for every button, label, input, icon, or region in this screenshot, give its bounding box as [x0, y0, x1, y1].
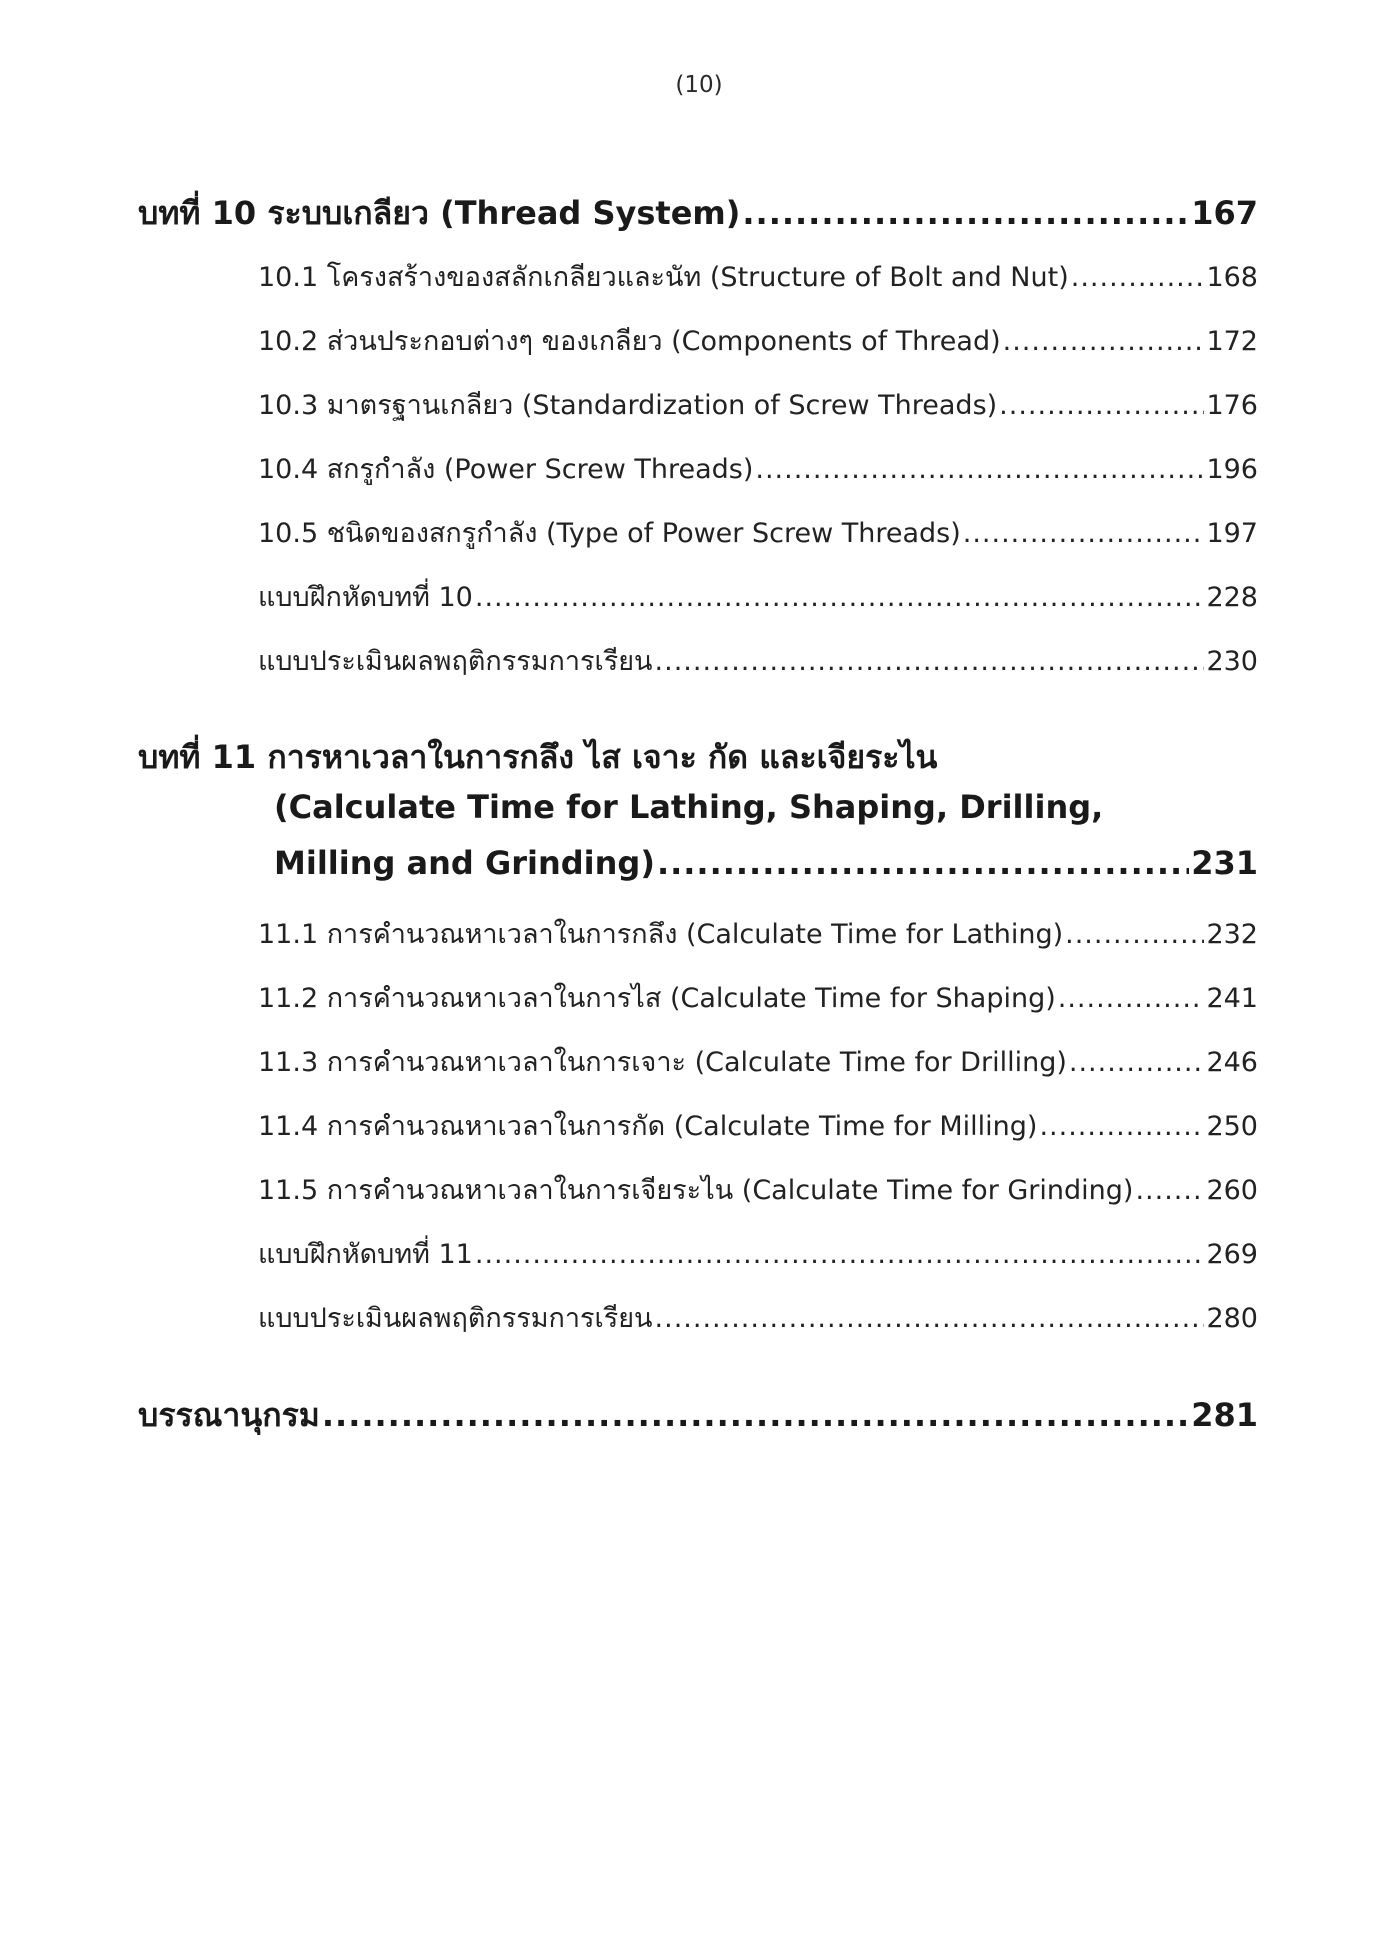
dot-leader [1003, 326, 1205, 357]
toc-page-number: 231 [1191, 844, 1258, 882]
toc-page-number: 228 [1206, 582, 1258, 613]
dot-leader [322, 1396, 1189, 1434]
toc-chapter-10[interactable] [138, 188, 1258, 239]
toc-page-number: 230 [1206, 646, 1258, 677]
dot-leader [655, 1303, 1205, 1334]
dot-leader [1058, 983, 1205, 1014]
toc-page-number: 196 [1206, 454, 1258, 485]
toc-page-number: 232 [1206, 919, 1258, 950]
toc-section-title: 10.2 ส่วนประกอบต่างๆ ของเกลียว (Components of Thread) [258, 326, 1001, 357]
dot-leader [1065, 919, 1204, 950]
toc-page-number: 260 [1206, 1175, 1258, 1206]
toc-chapter-11-title-line1[interactable]: บทที่ 11 การหาเวลาในการกลึง ไส เจาะ กัด และเจียระไน [138, 738, 938, 776]
toc-page-number: 172 [1206, 326, 1258, 357]
toc-section-10-4[interactable] [258, 447, 1258, 490]
toc-section-10-1[interactable] [258, 255, 1258, 298]
toc-section-title: 11.2 การคำนวณหาเวลาในการไส (Calculate Time for Shaping) [258, 983, 1056, 1014]
toc-section-title: แบบประเมินผลพฤติกรรมการเรียน [258, 1303, 653, 1334]
toc-section-title: 11.3 การคำนวณหาเวลาในการเจาะ (Calculate Time for Drilling) [258, 1047, 1067, 1078]
toc-section-10-2[interactable] [258, 319, 1258, 362]
toc-section-title: 10.3 มาตรฐานเกลียว (Standardization of Screw Threads) [258, 390, 998, 421]
toc-chapter-11[interactable] [274, 844, 1258, 882]
toc-section-title: 10.4 สกรูกำลัง (Power Screw Threads) [258, 454, 754, 485]
toc-chapter-title: Milling and Grinding) [274, 844, 655, 882]
dot-leader [657, 844, 1189, 882]
toc-page-number: 241 [1206, 983, 1258, 1014]
toc-page-number: 246 [1206, 1047, 1258, 1078]
dot-leader [755, 454, 1204, 485]
toc-exercise-10[interactable] [258, 575, 1258, 618]
toc-page-number: 281 [1191, 1396, 1258, 1434]
toc-section-11-3[interactable] [258, 1040, 1258, 1083]
toc-bibliography[interactable] [138, 1390, 1258, 1441]
dot-leader [475, 1239, 1205, 1270]
dot-leader [1069, 1047, 1205, 1078]
toc-evaluation-10[interactable] [258, 639, 1258, 682]
toc-page-number: 167 [1191, 194, 1258, 232]
toc-section-11-5[interactable] [258, 1168, 1258, 1211]
toc-section-title: แบบประเมินผลพฤติกรรมการเรียน [258, 646, 653, 677]
toc-section-11-2[interactable] [258, 976, 1258, 1019]
toc-section-title: 11.5 การคำนวณหาเวลาในการเจียระไน (Calculate Time for Grinding) [258, 1175, 1134, 1206]
toc-section-title: 10.1 โครงสร้างของสลักเกลียวและนัท (Structure of Bolt and Nut) [258, 262, 1069, 293]
toc-page-number: 197 [1206, 518, 1258, 549]
toc-page-number: 250 [1206, 1111, 1258, 1142]
dot-leader [1039, 1111, 1204, 1142]
dot-leader [963, 518, 1205, 549]
dot-leader [1135, 1175, 1204, 1206]
toc-chapter-title: บรรณานุกรม [138, 1396, 320, 1434]
toc-section-11-4[interactable] [258, 1104, 1258, 1147]
dot-leader [1071, 262, 1205, 293]
toc-section-title: 11.1 การคำนวณหาเวลาในการกลึง (Calculate Time for Lathing) [258, 919, 1064, 950]
toc-section-title: 10.5 ชนิดของสกรูกำลัง (Type of Power Screw Threads) [258, 518, 961, 549]
toc-page-number: 168 [1206, 262, 1258, 293]
toc-section-title: 11.4 การคำนวณหาเวลาในการกัด (Calculate Time for Milling) [258, 1111, 1038, 1142]
toc-chapter-title: บทที่ 10 ระบบเกลียว (Thread System) [138, 194, 741, 232]
dot-leader [475, 582, 1205, 613]
toc-page-number: 176 [1206, 390, 1258, 421]
toc-evaluation-11[interactable] [258, 1296, 1258, 1339]
dot-leader [655, 646, 1205, 677]
toc-section-10-3[interactable] [258, 383, 1258, 426]
page-number: (10) [675, 72, 723, 98]
toc-section-title: แบบฝึกหัดบทที่ 11 [258, 1239, 473, 1270]
toc-page-number: 280 [1206, 1303, 1258, 1334]
toc-page-number: 269 [1206, 1239, 1258, 1270]
toc-section-11-1[interactable] [258, 912, 1258, 955]
toc-exercise-11[interactable] [258, 1232, 1258, 1275]
toc-section-title: แบบฝึกหัดบทที่ 10 [258, 582, 473, 613]
dot-leader [742, 194, 1189, 232]
toc-section-10-5[interactable] [258, 511, 1258, 554]
dot-leader [999, 390, 1204, 421]
toc-chapter-11-title-line2[interactable]: (Calculate Time for Lathing, Shaping, Drilling, [274, 788, 1104, 826]
